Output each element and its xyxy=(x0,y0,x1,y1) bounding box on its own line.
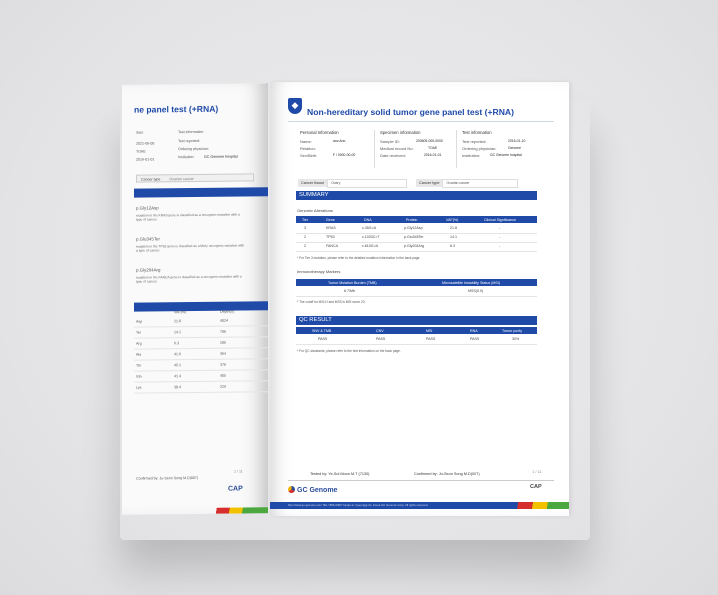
immunotherapy-label: Immunotherapy Markers xyxy=(297,269,341,274)
test-info-row: Ordering physician: Genome xyxy=(462,146,522,151)
report-page xyxy=(270,82,569,516)
left-value: GC Genome hospital xyxy=(204,154,238,159)
shield-logo-icon: ◆ xyxy=(288,98,302,114)
genomic-alterations-label: Genomic Alterations xyxy=(297,208,333,213)
table-row: 2 TP53 c.1033C>T p.Glu345Ter 14.1 - xyxy=(296,233,537,243)
divider xyxy=(456,130,457,168)
footer-bar xyxy=(270,502,569,509)
divider xyxy=(288,121,554,122)
table-row: Gln 41.4 405 xyxy=(134,369,268,382)
table-row: Arg 6.3 285 xyxy=(134,336,268,349)
specimen-info-row: Date received: 2016-01-01 xyxy=(380,153,442,158)
left-cap-logo: CAP xyxy=(228,485,243,493)
page-number: 1 / 11 xyxy=(532,469,542,474)
left-variant: p.Gly204Arg xyxy=(136,267,161,273)
left-cancer-type xyxy=(136,173,254,182)
left-page-number: 1 / 11 xyxy=(234,469,243,474)
test-info-row: Test reported: 2016-01-10 xyxy=(462,139,526,144)
tier-note: * For Tier 3 mutation, please refer to the detailed mutation information in the back page. xyxy=(297,256,421,260)
left-description: mutation in the TP53 gene is classified as a likely oncogenic mutation with a type of cancer. xyxy=(136,243,245,253)
confirmed-by: Confirmed by: Ju-Seon Song M.D(007) xyxy=(414,472,480,476)
genomic-table-header: Tier Gene DNA Protein VAF(%) Clinical Significance xyxy=(296,216,537,223)
divider xyxy=(374,130,375,168)
left-label: Ordering physician: xyxy=(178,146,209,152)
left-section-bar xyxy=(134,187,268,197)
test-info xyxy=(462,130,544,160)
specimen-info-heading: Specimen information xyxy=(380,130,421,135)
table-row: Asp 21.8 4024 xyxy=(134,314,268,327)
gc-genome-logo: GC Genome xyxy=(288,486,337,494)
specimen-info-row: Medical record No: TOAE xyxy=(380,146,438,151)
left-value: 2021-06-00 xyxy=(136,141,155,146)
left-signature: Confirmed by: Ju-Seon Song M.D(007) xyxy=(136,475,199,481)
test-info-heading: Test information xyxy=(462,130,492,135)
left-cancer-type-value: Ovarian cancer xyxy=(169,177,194,182)
table-row: 6.7/Mb MSS(0.0) xyxy=(296,287,537,297)
table-row: PASS PASS PASS PASS 30% xyxy=(296,335,537,345)
left-table-header xyxy=(134,301,268,311)
table-row: Lys 38.4 229 xyxy=(134,380,268,393)
left-label: Institution: xyxy=(178,155,195,160)
left-page-title: ne panel test (+RNA) xyxy=(134,103,219,115)
qc-note: * For QC standards, please refer to the text information on the back page. xyxy=(297,349,401,353)
table-row: 3 KRAS c.35G>A p.Gly12Asp 21.8 - xyxy=(296,224,537,234)
summary-heading: SUMMARY xyxy=(296,191,537,200)
footer-text: http://www.gc-genome.com TEL 1566-0000 Yongin-si, Gyeonggi-do, Korea GC Genome Corp. All rights reserved xyxy=(288,503,428,507)
left-table-head: VAF(%) xyxy=(174,310,187,315)
personal-info-row: Relation: xyxy=(300,146,316,151)
table-row: Thr 45.1 376 xyxy=(134,358,268,371)
personal-info xyxy=(300,130,382,160)
left-variant: p.Gly12Asp xyxy=(136,205,159,211)
immuno-table-header: Tumor Mutation Burden (TMB) Microsatellite Instability Status (MSI) xyxy=(296,279,537,286)
left-cancer-type-label: Cancer type xyxy=(141,177,161,182)
personal-info-row: Name: ano Ano xyxy=(300,139,346,144)
left-value: 2016-01-01 xyxy=(136,157,155,162)
specimen-info xyxy=(380,130,462,160)
msi-note: * The cutoff for MSI-H and MSS is MSI score 20. xyxy=(297,300,366,304)
left-color-stripe xyxy=(182,507,268,514)
left-description: mutation in the KRAS gene is classified as a oncogenic mutation with a type of cancer. xyxy=(136,212,240,222)
table-row: Ala 41.6 364 xyxy=(134,347,268,360)
test-info-row: Institution: GC Genome hospital xyxy=(462,153,522,158)
left-description: mutation in the FANCA gene is classified as a oncogenic mutation with a type of cancer. xyxy=(136,274,242,284)
qc-heading: QC RESULT xyxy=(296,316,537,325)
page-title: Non-hereditary solid tumor gene panel test (+RNA) xyxy=(307,107,514,117)
color-stripe xyxy=(496,502,569,509)
left-page xyxy=(122,83,268,515)
cancer-tissue: Cancer tissue Ovary xyxy=(298,179,407,187)
left-variant: p.Glu345Ter xyxy=(136,236,160,242)
left-table-head: Depth(X) xyxy=(220,309,235,314)
left-label: Sam xyxy=(136,130,144,135)
cancer-type: Cancer type Ovarian cancer xyxy=(416,179,518,187)
qc-table-header: SNV & TMB CNV MSI RNA Tumor purity xyxy=(296,327,537,334)
tested-by: Tested by: Ye-Sol Moon M.T (7130) xyxy=(310,472,370,476)
table-row: 2 FANCA c.610G>A p.Gly204Arg 6.3 - xyxy=(296,242,537,252)
personal-info-row: Sex/Birth: F / 0000-00-00 xyxy=(300,153,356,158)
divider xyxy=(288,480,554,481)
left-label: Test information xyxy=(178,129,204,135)
left-value: TOAE xyxy=(136,149,146,154)
cap-accreditation-logo: CAP xyxy=(530,484,542,490)
specimen-info-row: Sample ID: 200609-000-0000 xyxy=(380,139,443,144)
gc-genome-logo-icon xyxy=(288,486,295,493)
left-label: Test reported: xyxy=(178,138,200,144)
personal-info-heading: Personal Information xyxy=(300,130,339,135)
table-row: Ter 14.1 786 xyxy=(134,325,268,338)
